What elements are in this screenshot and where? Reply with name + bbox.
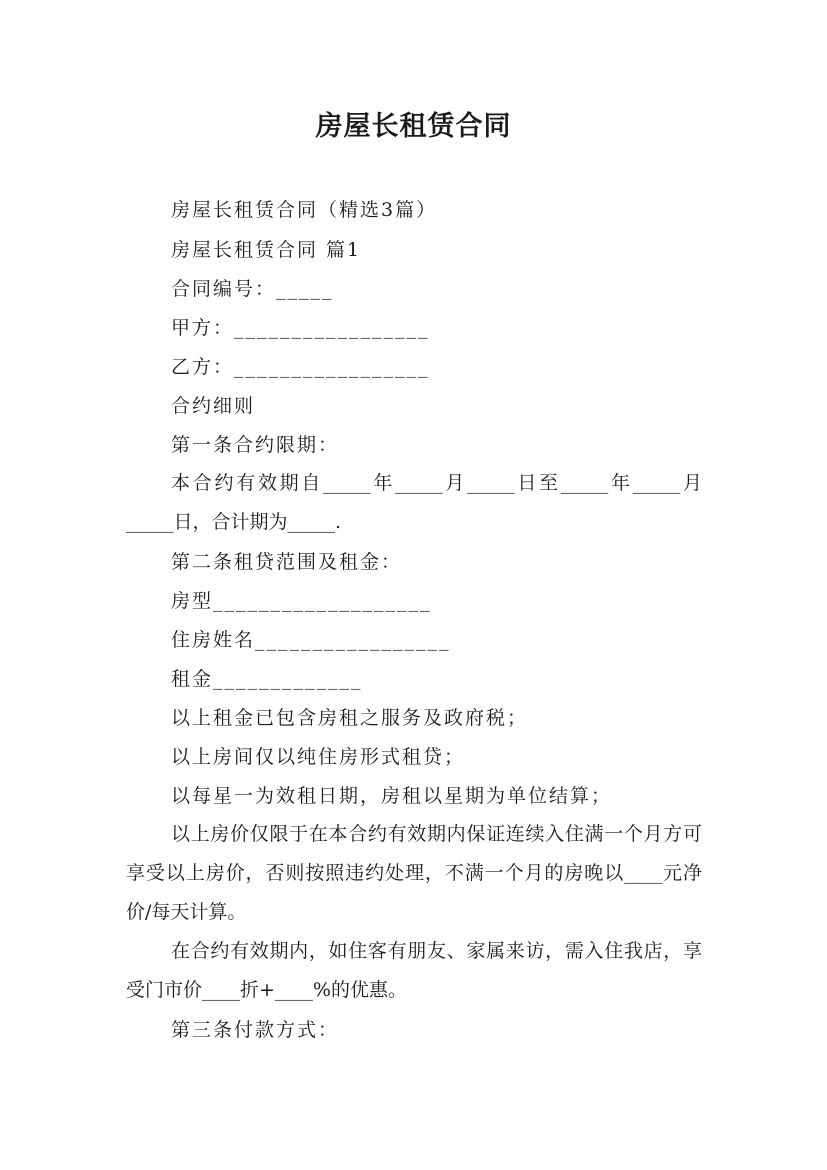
party-a-line: 甲方：_________________: [171, 317, 430, 339]
validity-period-paragraph: 本合约有效期自_____年_____月_____日至_____年_____月_____日，合计期为_____.: [126, 472, 702, 533]
visitor-discount-paragraph: 在合约有效期内，如住客有朋友、家属来访，需入住我店，享受门市价____折+____%的优惠。: [126, 940, 702, 1001]
residential-use-line: 以上房间仅以纯住房形式租贷；: [171, 746, 466, 768]
article-three-heading: 第三条付款方式：: [171, 1019, 340, 1041]
article-one-heading: 第一条合约限期：: [171, 434, 340, 456]
document-title: 房屋长租赁合同: [315, 111, 512, 142]
contract-details-heading: 合约细则: [171, 395, 256, 417]
rent-line: 租金_____________: [171, 668, 363, 690]
subtitle-line: 房屋长租赁合同（精选3篇）: [171, 199, 438, 221]
party-b-line: 乙方：_________________: [171, 356, 430, 378]
weekly-settlement-line: 以每星一为效租日期，房租以星期为单位结算；: [171, 785, 613, 807]
section-heading: 房屋长租赁合同 篇1: [171, 239, 362, 261]
monthly-rate-paragraph: 以上房价仅限于在本合约有效期内保证连续入住满一个月方可享受以上房价，否则按照违约处理，不满一个月的房晚以____元净价/每天计算。: [126, 823, 702, 923]
resident-name-line: 住房姓名_________________: [171, 629, 451, 651]
contract-number-line: 合同编号：_____: [171, 278, 334, 300]
rent-includes-line: 以上租金已包含房租之服务及政府税；: [171, 707, 529, 729]
article-two-heading: 第二条租贷范围及租金：: [171, 551, 403, 573]
room-type-line: 房型___________________: [171, 590, 432, 612]
